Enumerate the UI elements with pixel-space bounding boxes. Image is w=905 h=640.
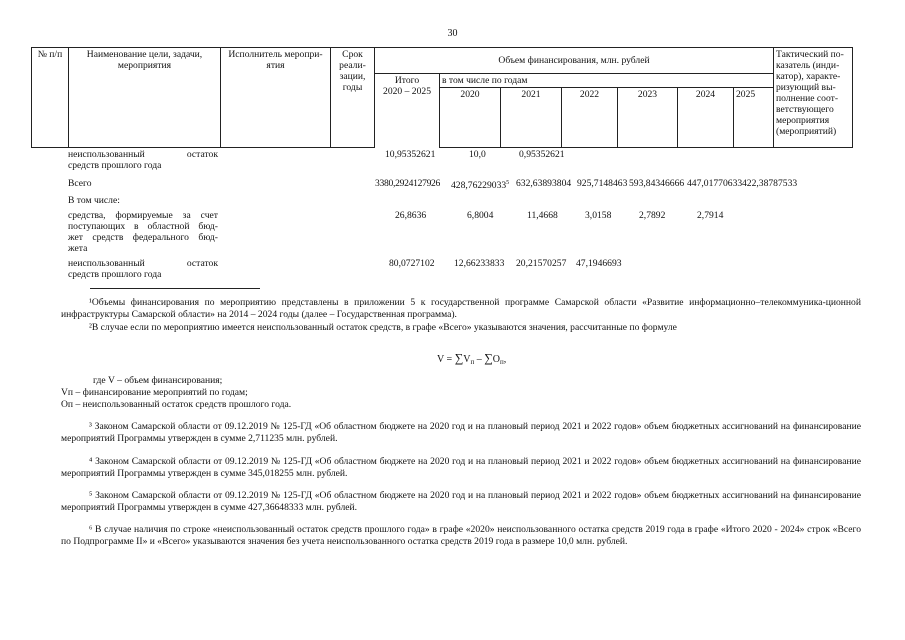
footnote-1: ¹Объемы финансирования по мероприятию представлены в приложении 5 к государственной программе Самарской области «Развитие информационно–телекоммуника-ционной инфраструктуры Самарской области» на 2014 – 2024 годы (далее – Государственная программа). [61, 297, 861, 320]
row2-label: Всего [68, 178, 92, 189]
row4-2022: 3,0158 [585, 210, 612, 221]
footnote-6: ⁶ В случае наличия по строке «неиспользованный остаток средств прошлого года» в графе «2020» неиспользованного остатка средств 2019 года в графе «Итого 2020 - 2024» строк «Всего по Подпрограмме II» и «Всего» указываются значения без учета неиспользованного остатка средств 2019 года в размере 10,0 млн. рублей. [61, 524, 861, 547]
col-year-2025: 2025 [734, 88, 774, 148]
footnote-3: ³ Законом Самарской области от 09.12.2019 № 125-ГД «Об областном бюджете на 2020 год и на плановый период 2021 и 2022 годов» объем бюджетных ассигнований на финансирование мероприятий Программы утвержден в сумме 2,711235 млн. рублей. [61, 421, 861, 444]
row4-2024: 2,7914 [697, 210, 724, 221]
row5-2020: 12,66233833 [454, 258, 505, 269]
row5-label-line2: средств прошлого года [68, 269, 162, 280]
row4-2021: 11,4668 [527, 210, 558, 221]
row4-label-line1: средства, формируемые за счет [68, 210, 218, 221]
col-tactical-line5: полнение соот- [776, 93, 839, 104]
formula-vn-sub: п [470, 358, 475, 366]
col-term-line2: реали- [339, 60, 366, 71]
col-by-years-header: в том числе по годам [440, 74, 774, 88]
footnote-separator [90, 288, 260, 289]
col-name-line2: мероприятия [117, 60, 172, 71]
row2-2022: 925,7148463 [577, 178, 628, 189]
row4-label-line2: поступающих в областной бюд- [68, 221, 218, 232]
col-executor-line2: ятия [266, 60, 285, 71]
row1-label-line2: средств прошлого года [68, 160, 162, 171]
row5-2022: 47,1946693 [576, 258, 622, 269]
col-volume-header: Объем финансирования, млн. рублей [375, 48, 774, 74]
col-tactical-line4: ризующий вы- [776, 82, 836, 93]
col-executor-line1: Исполнитель меропри- [228, 49, 323, 60]
col-term-line3: зации, [339, 71, 366, 82]
col-year-2021: 2021 [501, 88, 562, 148]
row5-label-line1: неиспользованный остаток [68, 258, 218, 269]
col-number-header: № п/п [32, 48, 69, 148]
col-tactical-line3: катор), характе- [776, 71, 841, 82]
col-tactical-header [774, 48, 853, 148]
page-number: 30 [447, 28, 458, 39]
row2-2020 [451, 178, 509, 191]
row4-total: 26,8636 [395, 210, 427, 221]
row2-2024: 447,01770633 [687, 178, 743, 189]
footnote-5: ⁵ Законом Самарской области от 09.12.2019 № 125-ГД «Об областном бюджете на 2020 год и на плановый период 2021 и 2022 годов» объем бюджетных ассигнований на финансирование мероприятий Программы утвержден в сумме 427,36648333 млн. рублей. [61, 490, 861, 513]
row2-2020-value: 428,76229033 [451, 180, 507, 192]
col-tactical-line7: мероприятия [776, 115, 830, 126]
row2-2023: 593,84346666 [629, 178, 685, 189]
formula-on: O [492, 354, 501, 365]
formula-lhs: V = [437, 354, 455, 365]
where-line-1: где V – объем финансирования; [93, 375, 223, 386]
footnote-4: ⁴ Законом Самарской области от 09.12.2019 № 125-ГД «Об областном бюджете на 2020 год и на плановый период 2021 и 2022 годов» объем бюджетных ассигнований на финансирование мероприятий Программы утвержден в сумме 345,018255 млн. рублей. [61, 456, 861, 479]
col-term-header [331, 48, 375, 148]
col-year-2022: 2022 [562, 88, 618, 148]
formula: $V = \sum V_п - \sum O_п$, [437, 351, 507, 366]
formula-on-sub: п [500, 358, 504, 366]
col-tactical-line8: (мероприятий) [776, 126, 837, 137]
row4-2020: 6,8004 [467, 210, 494, 221]
row2-2020-sup: 5 [506, 180, 510, 186]
row2-total: 3380,2924127926 [375, 178, 441, 189]
row1-label-line1: неиспользованный остаток [68, 149, 218, 160]
formula-vn: V [463, 354, 471, 365]
row4-2023: 2,7892 [639, 210, 666, 221]
row1-2021: 0,95352621 [519, 149, 565, 160]
row2-2025: 422,38787533 [742, 178, 798, 189]
row2-2021: 632,63893804 [516, 178, 572, 189]
col-term-line1: Срок [342, 49, 363, 60]
col-tactical-line2: казатель (инди- [776, 60, 840, 71]
col-term-line4: годы [342, 82, 363, 93]
row4-label-line4: жета [68, 243, 88, 254]
sum-icon-2: ∑ [484, 351, 493, 365]
row4-label-line3: жет средств федерального бюд- [68, 232, 218, 243]
col-year-2024: 2024 [678, 88, 734, 148]
footnote-2: ²В случае если по мероприятию имеется неиспользованный остаток средств, в графе «Всего» указываются значения, рассчитанные по формуле [89, 322, 677, 333]
sum-icon: ∑ [454, 351, 464, 365]
col-name-header [69, 48, 221, 148]
col-total-line1: Итого [394, 75, 420, 86]
col-tactical-line1: Тактический по- [776, 49, 844, 60]
col-year-2020: 2020 [440, 88, 501, 148]
col-name-line1: Наименование цели, задачи, [86, 49, 203, 60]
row1-2020: 10,0 [469, 149, 486, 160]
col-year-2023: 2023 [618, 88, 678, 148]
row5-2021: 20,21570257 [516, 258, 567, 269]
where-line-2: Vп – финансирование мероприятий по годам; [61, 387, 248, 398]
where-line-3: Оп – неиспользованный остаток средств прошлого года. [61, 399, 292, 410]
col-total-line2: 2020 – 2025 [383, 86, 431, 97]
financing-table-header [31, 47, 853, 148]
row1-total: 10,95352621 [385, 149, 436, 160]
col-total-header [375, 74, 440, 148]
row5-total: 80,0727102 [389, 258, 435, 269]
row3-label: В том числе: [68, 195, 120, 206]
col-tactical-line6: ветствующего [776, 104, 834, 115]
col-executor-header [221, 48, 331, 148]
